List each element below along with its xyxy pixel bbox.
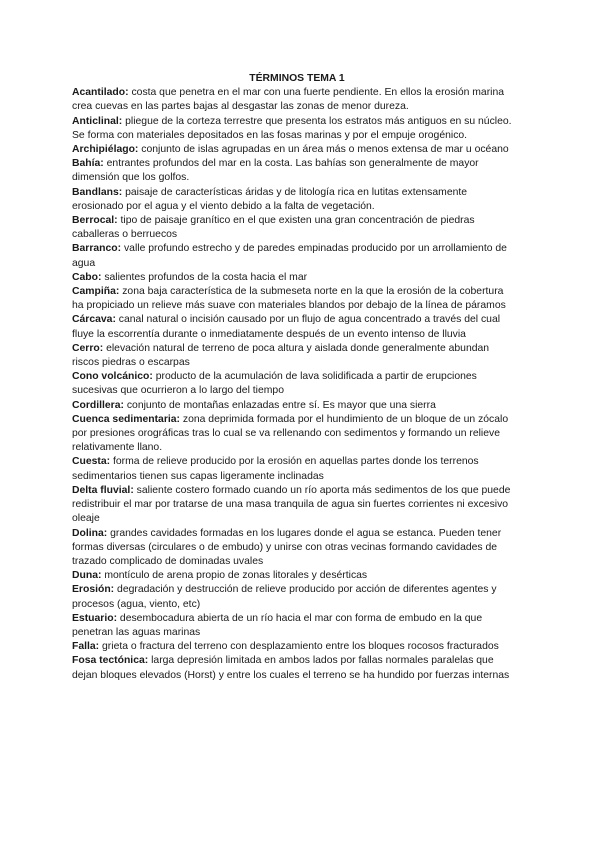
entry-definition: degradación y destrucción de relieve producido por acción de diferentes agentes y procesos (agua, viento, etc) xyxy=(72,584,497,610)
entry-definition: montículo de arena propio de zonas litorales y desérticas xyxy=(101,570,368,582)
entry-definition: valle profundo estrecho y de paredes empinadas producido por un arrollamiento de agua xyxy=(72,243,507,269)
entry-definition: grandes cavidades formadas en los lugares donde el agua se estanca. Pueden tener formas diversas (circulares o de embudo) y unirse con otras vecinas formando cavidades de trazado complicado de dominadas uvales xyxy=(72,527,502,567)
entry-definition: larga depresión limitada en ambos lados por fallas normales paralelas que dejan bloques elevados (Horst) y entre los cuales el terreno se ha hundido por fuerzas internas xyxy=(72,655,510,681)
document-page xyxy=(72,72,512,683)
entry-definition: forma de relieve producido por la erosión en aquellas partes donde los terrenos sedimentarios tienen sus capas ligeramente inclinadas xyxy=(72,456,479,482)
glossary-entry xyxy=(72,413,512,456)
entry-term: Dolina: xyxy=(72,527,108,539)
entry-term: Estuario: xyxy=(72,612,118,624)
entry-definition: saliente costero formado cuando un río aporta más sedimentos de los que puede redistribuir el mar por tratarse de una masa tranquila de agua sin fuertes corrientes ni excesivo oleaje xyxy=(72,484,511,525)
glossary-entry xyxy=(72,271,512,285)
glossary-entry xyxy=(72,157,512,185)
glossary-entry xyxy=(72,399,512,413)
entry-term: Cuesta: xyxy=(72,456,111,468)
entry-term: Berrocal: xyxy=(72,215,118,227)
entry-term: Cordillera: xyxy=(72,399,124,411)
glossary-entry xyxy=(72,569,512,583)
entry-term: Archipiélago: xyxy=(72,144,139,156)
entry-definition: conjunto de montañas enlazadas entre sí. Es mayor que una sierra xyxy=(123,399,436,411)
glossary-entry xyxy=(72,654,512,682)
glossary-entry xyxy=(72,370,512,398)
entry-definition: salientes profundos de la costa hacia el mar xyxy=(101,271,308,283)
entry-definition: pliegue de la corteza terrestre que presenta los estratos más antiguos en su núcleo. Se forma con materiales depositados en las fosas marinas y por el empuje orogénico. xyxy=(72,115,512,141)
glossary-entry xyxy=(72,242,512,270)
glossary-entry xyxy=(72,186,512,214)
entry-definition: costa que penetra en el mar con una fuerte pendiente. En ellos la erosión marina crea cuevas en las partes bajas al desgastar las zonas de menor dureza. xyxy=(72,87,505,113)
glossary-entry xyxy=(72,143,512,157)
entry-definition: conjunto de islas agrupadas en un área más o menos extensa de mar u océano xyxy=(138,144,509,156)
document-title: TÉRMINOS TEMA 1 xyxy=(249,73,345,84)
entry-term: Bandlans: xyxy=(72,186,123,198)
glossary-entry xyxy=(72,342,512,370)
entry-term: Anticlinal: xyxy=(72,115,123,127)
entry-term: Cerro: xyxy=(72,342,104,354)
entry-term: Bahía: xyxy=(72,158,104,170)
entry-term: Cuenca sedimentaria: xyxy=(72,413,180,425)
entry-definition: elevación natural de terreno de poca altura y aislada donde generalmente abundan riscos piedras o escarpas xyxy=(72,342,490,369)
entry-definition: zona baja característica de la submeseta norte en la que la erosión de la cobertura ha propiciado un relieve más suave con materiales blandos por debajo de la línea de páramos xyxy=(72,286,506,312)
glossary-entry xyxy=(72,527,512,570)
entry-term: Cabo: xyxy=(72,271,102,283)
entry-term: Barranco: xyxy=(72,243,122,255)
entry-definition: grieta o fractura del terreno con desplazamiento entre los bloques rocosos fracturados xyxy=(99,641,499,653)
glossary-entry xyxy=(72,313,512,341)
entry-definition: desembocadura abierta de un río hacia el mar con forma de embudo en la que penetran las aguas marinas xyxy=(72,612,483,638)
entry-term: Cono volcánico: xyxy=(72,371,153,383)
entry-definition: entrantes profundos del mar en la costa. Las bahías son generalmente de mayor dimensión que los golfos. xyxy=(72,158,479,184)
entry-term: Falla: xyxy=(72,641,100,653)
entry-term: Acantilado: xyxy=(72,87,129,99)
glossary-entry xyxy=(72,285,512,313)
glossary-entry xyxy=(72,86,512,114)
glossary-entry xyxy=(72,484,512,527)
entry-definition: tipo de paisaje granítico en el que existen una gran concentración de piedras caballeras o berruecos xyxy=(72,215,475,241)
glossary-entry xyxy=(72,455,512,483)
glossary-entry xyxy=(72,115,512,143)
entry-term: Campiña: xyxy=(72,286,120,298)
entry-definition: producto de la acumulación de lava solidificada a partir de erupciones sucesivas que ocurrieron a lo largo del tiempo xyxy=(72,371,477,397)
entry-definition: zona deprimida formada por el hundimiento de un bloque de un zócalo por presiones orográficas tras lo cual se va rellenando con sedimentos y formando un relieve relativamente llano. xyxy=(72,413,509,454)
glossary-entry xyxy=(72,612,512,640)
entry-term: Delta fluvial: xyxy=(72,484,134,496)
entry-term: Fosa tectónica: xyxy=(72,655,149,667)
entry-term: Erosión: xyxy=(72,584,115,596)
entry-definition: paisaje de características áridas y de litología rica en lutitas extensamente erosionado por el agua y el viento debido a la falta de vegetación. xyxy=(72,186,468,212)
glossary-entry xyxy=(72,640,512,654)
glossary-entry xyxy=(72,583,512,611)
entry-definition: canal natural o incisión causado por un flujo de agua concentrado a través del cual fluye la escorrentía durante o inmediatamente después de un evento intenso de lluvia xyxy=(72,314,501,340)
entry-term: Duna: xyxy=(72,570,102,582)
entry-term: Cárcava: xyxy=(72,314,116,326)
glossary-entry xyxy=(72,214,512,242)
